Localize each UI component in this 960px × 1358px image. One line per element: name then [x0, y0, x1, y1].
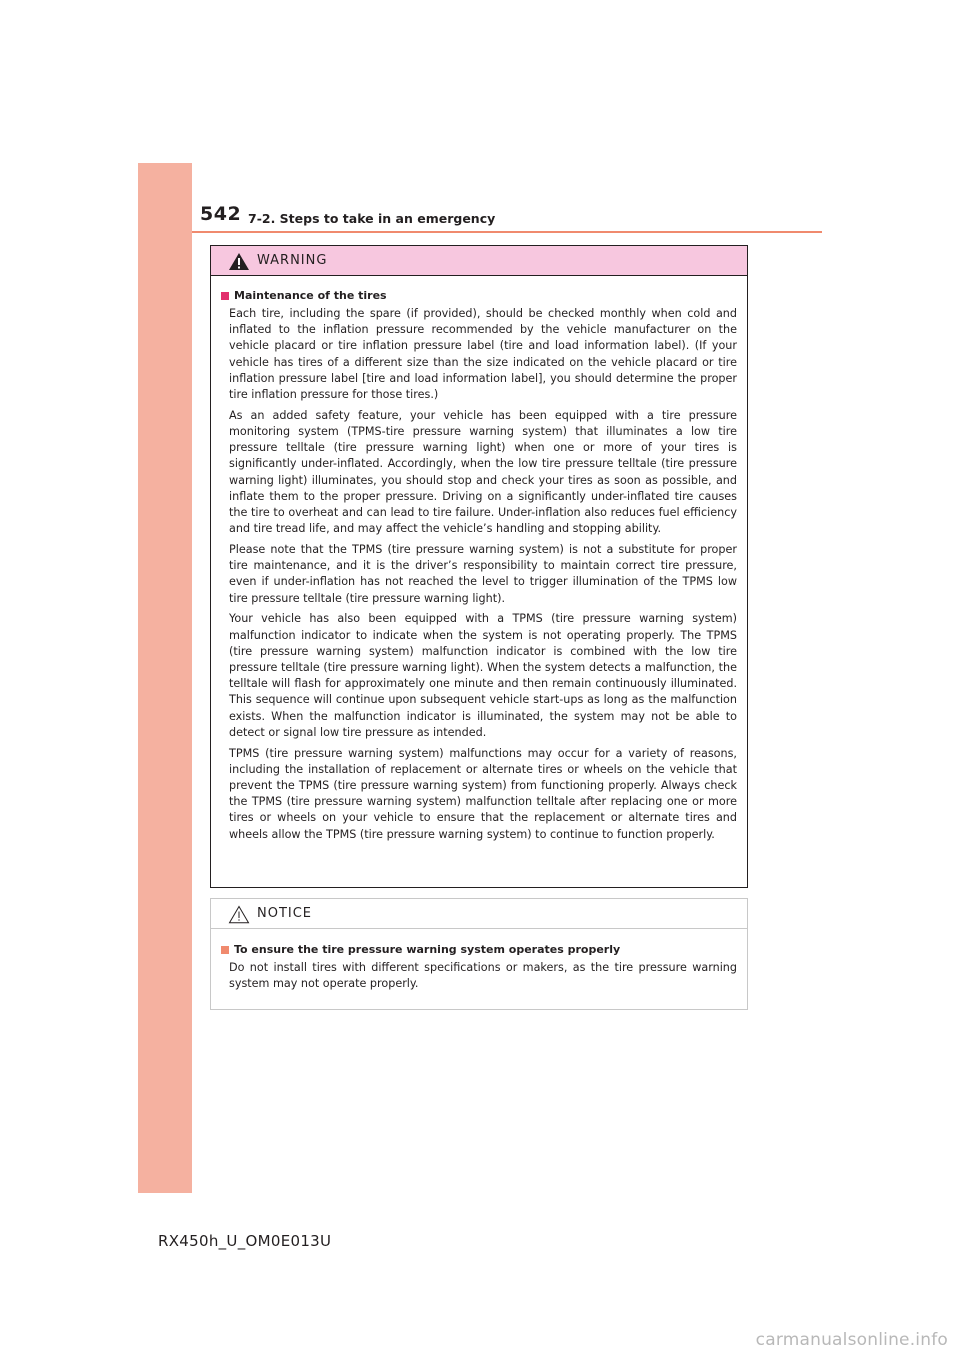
caution-triangle-outline-icon [228, 905, 250, 924]
section-title: 7-2. Steps to take in an emergency [248, 211, 496, 226]
warning-box [210, 245, 748, 888]
warning-paragraph: Your vehicle has also been equipped with a TPMS (tire pressure warning system) malfunction indicator to indicate when the system is not operating properly. The TPMS (tire pressure warning system) malfunction indicator is combined with the low tire pressure telltale (tire pressure warning light). When the system detects a malfunction, the telltale will flash for approximately one minute and then remain continuously illuminated. This sequence will continue upon subsequent vehicle start-ups as long as the malfunction exists. When the malfunction indicator is illuminated, the system may not be able to detect or signal low tire pressure as intended. [229, 612, 737, 739]
notice-body [211, 929, 747, 992]
warning-paragraph: TPMS (tire pressure warning system) malfunctions may occur for a variety of reasons, including the installation of replacement or alternate tires or wheels on the vehicle that prevent the TPMS (tire pressure warning system) from functioning properly. Always check the TPMS (tire pressure warning system) malfunction telltale after replacing one or more tires or wheels on your vehicle to ensure that the replacement or alternate tires and wheels allow the TPMS (tire pressure warning system) to continue to function properly. [229, 746, 737, 841]
notice-label: NOTICE [257, 906, 313, 921]
notice-box [210, 898, 748, 1010]
warning-item-heading [221, 289, 737, 302]
watermark: carmanualsonline.info [755, 1330, 948, 1350]
notice-heading-text: To ensure the tire pressure warning system operates properly [234, 943, 621, 956]
warning-paragraph: Please note that the TPMS (tire pressure warning system) is not a substitute for proper tire maintenance, and it is the driver’s responsibility to maintain correct tire pressure, even if under-inflation has not reached the level to trigger illumination of the TPMS low tire pressure telltale (tire pressure warning light). [229, 543, 737, 605]
warning-label: WARNING [257, 253, 328, 268]
warning-body [211, 276, 747, 843]
square-bullet-icon [221, 292, 229, 300]
warning-header [211, 246, 747, 276]
header-rule [192, 231, 822, 233]
side-tab-bar [138, 163, 192, 1193]
warning-triangle-icon [228, 252, 250, 271]
page-number: 542 [200, 203, 242, 225]
notice-paragraph: Do not install tires with different specifications or makers, as the tire pressure warning system may not operate properly. [229, 961, 737, 991]
square-bullet-icon [221, 946, 229, 954]
notice-item-heading [221, 943, 737, 956]
warning-paragraph: Each tire, including the spare (if provided), should be checked monthly when cold and inflated to the inflation pressure recommended by the vehicle manufacturer on the vehicle placard or tire inflation pressure label (tire and load information label). (If your vehicle has tires of a different size than the size indicated on the vehicle placard or tire inflation pressure label [tire and load information label], you should determine the proper tire inflation pressure for those tires.) [229, 307, 737, 402]
manual-code: RX450h_U_OM0E013U [158, 1232, 332, 1250]
warning-heading-text: Maintenance of the tires [234, 289, 387, 302]
notice-header [211, 899, 747, 929]
warning-paragraph: As an added safety feature, your vehicle has been equipped with a tire pressure monitoring system (TPMS-tire pressure warning system) that illuminates a low tire pressure telltale (tire pressure warning light) when one or more of your tires is significantly under-inflated. Accordingly, when the low tire pressure telltale (tire pressure warning light) illuminates, you should stop and check your tires as soon as possible, and inflate them to the proper pressure. Driving on a significantly under-inflated tire causes the tire to overheat and can lead to tire failure. Under-inflation also reduces fuel efficiency and tire tread life, and may affect the vehicle’s handling and stopping ability. [229, 408, 737, 536]
page-header [200, 203, 822, 233]
